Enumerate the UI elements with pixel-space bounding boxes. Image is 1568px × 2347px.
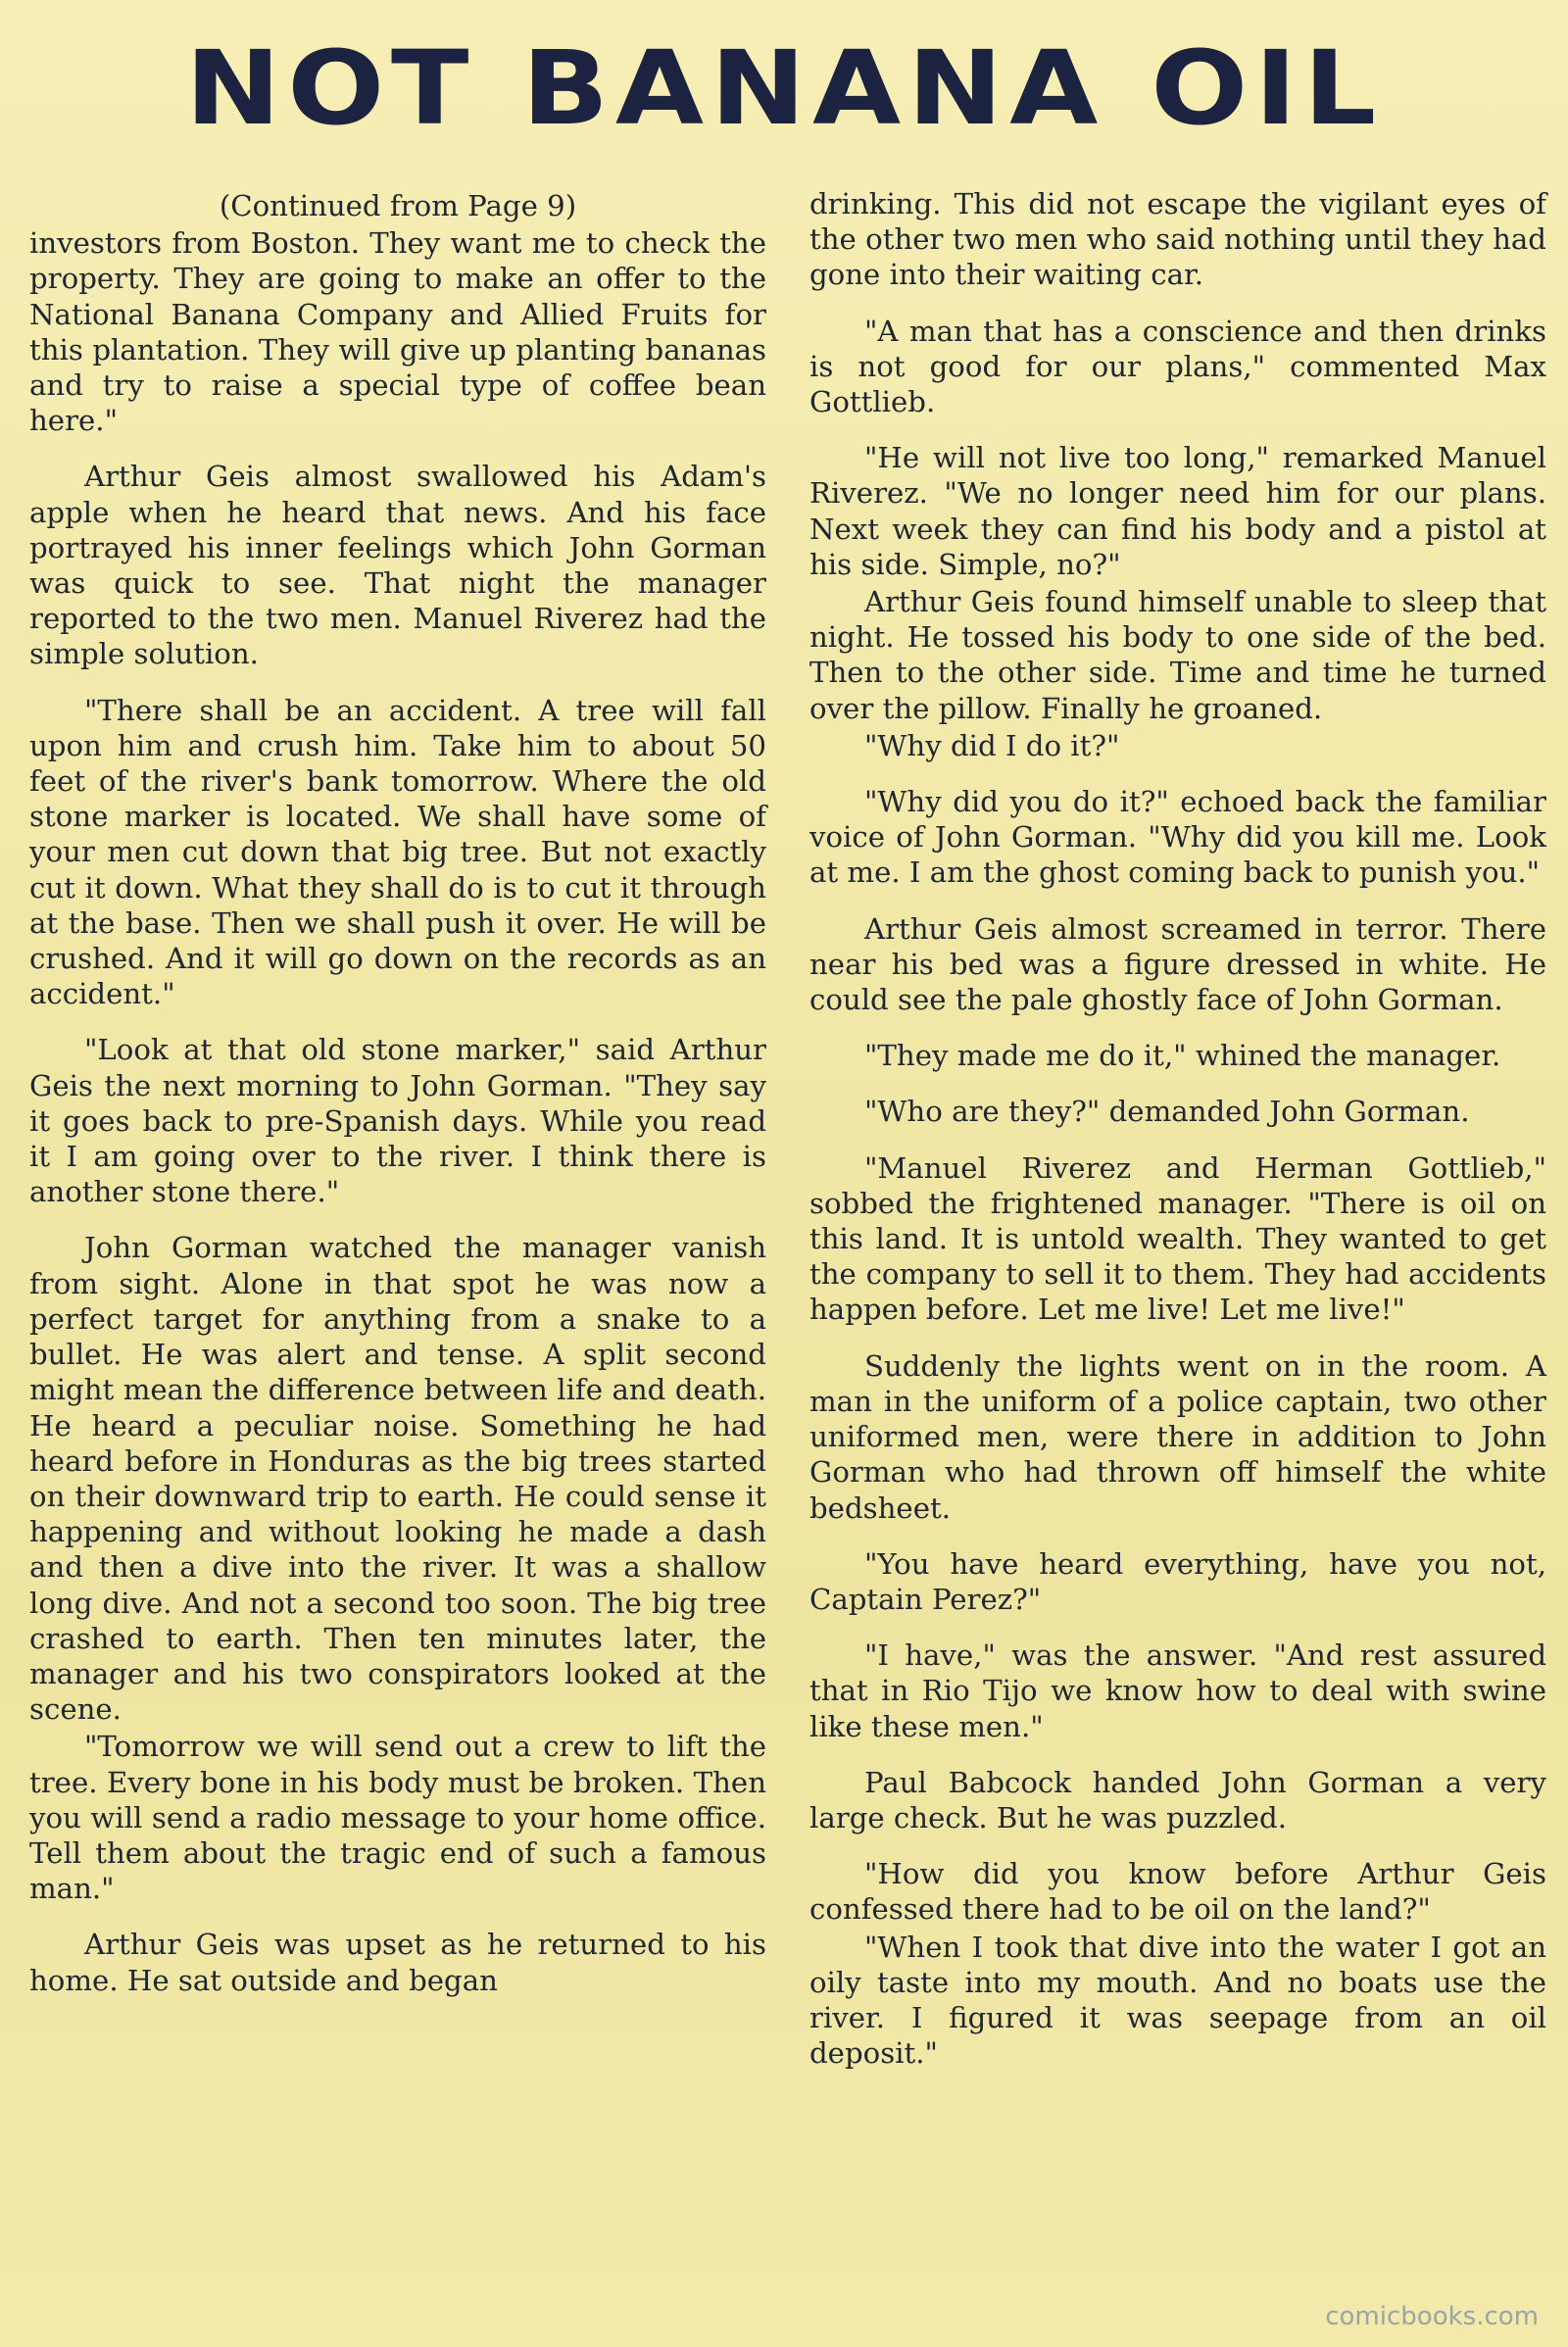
paragraph: drinking. This did not escape the vigilant eyes of the other two men who said nothing until they had gone into their waiting car. — [809, 187, 1546, 292]
paragraph: Arthur Geis was upset as he returned to his home. He sat outside and began — [29, 1928, 766, 1997]
right-column — [809, 186, 1546, 2091]
paragraph: Arthur Geis almost swallowed his Adam's apple when he heard that news. And his face portrayed his inner feelings which John Gorman was quick to see. That night the manager reported to the two men. Manuel Riverez had the simple solution. — [29, 460, 766, 671]
paragraph: investors from Boston. They want me to check the property. They are going to make an offer to the National Banana Company and Allied Fruits for this plantation. They will give up planting bananas and try to raise a special type of coffee bean here." — [29, 226, 766, 438]
paragraph: Arthur Geis almost screamed in terror. There near his bed was a figure dressed in white. He could see the pale ghostly face of John Gorman. — [809, 911, 1546, 1017]
paragraph: "A man that has a conscience and then drinks is not good for our plans," commented Max Gottlieb. — [809, 314, 1546, 419]
paragraph: "Look at that old stone marker," said Arthur Geis the next morning to John Gorman. "They say it goes back to pre-Spanish days. While you read it I am going over to the river. I think there is another stone there." — [29, 1033, 766, 1209]
continued-note: (Continued from Page 9) — [219, 189, 577, 222]
left-column — [29, 188, 766, 2019]
paragraph: Paul Babcock handed John Gorman a very large check. But he was puzzled. — [809, 1765, 1546, 1834]
paragraph: Suddenly the lights went on in the room. A man in the uniform of a police captain, two other uniformed men, were there in addition to John Gorman who had thrown off himself the white bedsheet. — [809, 1348, 1546, 1525]
paragraph: "How did you know before Arthur Geis confessed there had to be oil on the land?" — [809, 1857, 1546, 1927]
paragraph: "Why did I do it?" — [864, 728, 1120, 762]
paragraph: "When I took that dive into the water I got an oily taste into my mouth. And no boats use the river. I figured it was seepage from an oil deposit." — [809, 1930, 1546, 2071]
story-title: NOT BANANA OIL — [185, 28, 1383, 148]
paragraph: "Why did you do it?" echoed back the familiar voice of John Gorman. "Why did you kill me. Look at me. I am the ghost coming back to punish you." — [809, 785, 1546, 890]
paragraph: "Manuel Riverez and Herman Gottlieb," sobbed the frightened manager. "There is oil on this land. It is untold wealth. They wanted to get the company to sell it to them. They had accidents happen before. Let me live! Let me live!" — [809, 1150, 1546, 1327]
paragraph: "Tomorrow we will send out a crew to lift the tree. Every bone in his body must be broken. Then you will send a radio message to your home office. Tell them about the tragic end of such a famous man." — [29, 1730, 766, 1906]
paragraph: "I have," was the answer. "And rest assured that in Rio Tijo we know how to deal with swine like these men." — [809, 1638, 1546, 1743]
paragraph: "Who are they?" demanded John Gorman. — [864, 1095, 1470, 1129]
paragraph: "They made me do it," whined the manager. — [864, 1039, 1501, 1073]
paragraph: John Gorman watched the manager vanish from sight. Alone in that spot he was now a perfect target for anything from a snake to a bullet. He was alert and tense. A split second might mean the difference between life and death. He heard a peculiar noise. Something he had heard before in Honduras as the big trees started on their downward trip to earth. He could sense it happening and without looking he made a dash and then a dive into the river. It was a shallow long dive. And not a second too soon. The big tree crashed to earth. Then ten minutes later, the manager and his two conspirators looked at the scene. — [29, 1231, 766, 1727]
paragraph: "He will not live too long," remarked Manuel Riverez. "We no longer need him for our plans. Next week they can find his body and a pistol at his side. Simple, no?" — [809, 441, 1546, 581]
paragraph: "You have heard everything, have you not, Captain Perez?" — [809, 1546, 1546, 1616]
watermark: comicbooks.com — [1325, 2302, 1539, 2331]
paragraph: Arthur Geis found himself unable to sleep that night. He tossed his body to one side of the bed. Then to the other side. Time and time he turned over the pillow. Finally he groaned. — [809, 585, 1546, 725]
paragraph: "There shall be an accident. A tree will fall upon him and crush him. Take him to about 50 feet of the river's bank tomorrow. Where the old stone marker is located. We shall have some of your men cut down that big tree. But not exactly cut it down. What they shall do is to cut it through at the base. Then we shall push it over. He will be crushed. And it will go down on the records as an accident." — [29, 693, 766, 1011]
